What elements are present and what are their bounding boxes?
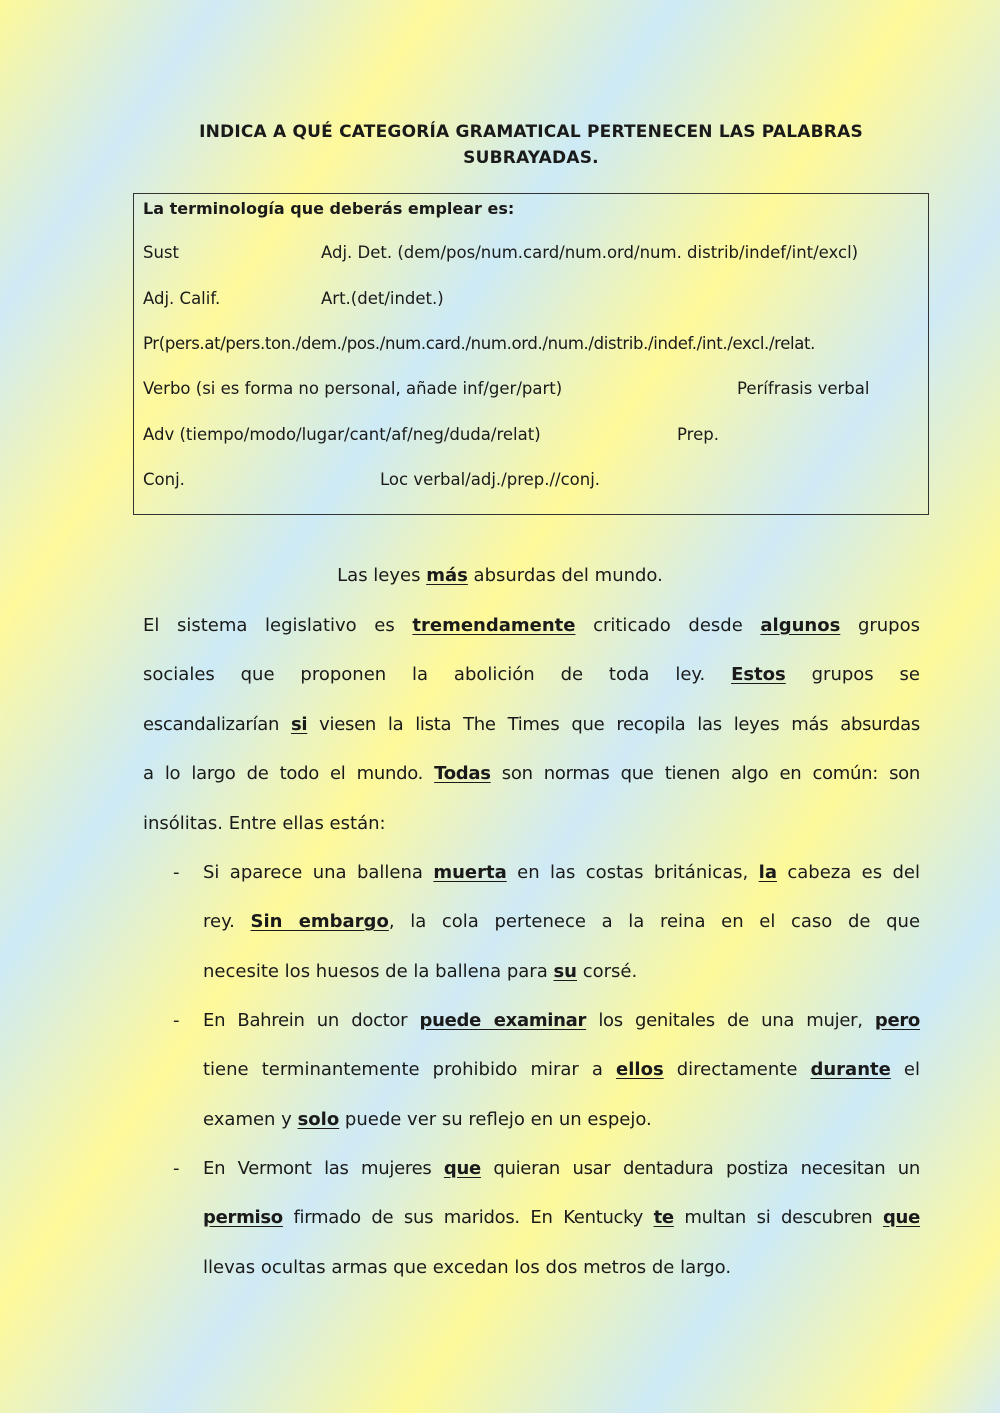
text: necesite los huesos de la ballena para (203, 961, 554, 982)
text: tiene terminantemente prohibido mirar a (203, 1059, 617, 1080)
underlined-word: ellos (616, 1059, 664, 1080)
text: puede ver su reflejo en un espejo. (339, 1109, 652, 1130)
underlined-word: permiso (203, 1207, 283, 1228)
text: el (890, 1059, 921, 1080)
underlined-word: te (653, 1207, 674, 1228)
list-item-line (203, 1010, 920, 1031)
text: grupos se (785, 664, 920, 685)
underlined-word: puede examinar (419, 1010, 587, 1031)
terminology-heading: La terminología que deberás emplear es: (143, 199, 515, 218)
text: Si aparece una ballena (203, 862, 434, 883)
underlined-word: que (882, 1207, 920, 1228)
list-item-line (203, 862, 920, 883)
text: absurdas del mundo. (467, 565, 663, 586)
title-line-2: SUBRAYADAS. (463, 148, 599, 168)
text: grupos (840, 615, 920, 636)
text: son normas que tienen algo en común: son (490, 763, 920, 784)
text: , la cola pertenece a la reina en el caso de que (388, 911, 921, 932)
terminology-box (133, 193, 929, 515)
text: sociales que proponen la abolición de toda ley. (143, 664, 732, 685)
list-item-line (203, 961, 920, 982)
paragraph-line (143, 664, 920, 685)
underlined-word: durante (810, 1059, 891, 1080)
text-subtitle (0, 565, 1000, 586)
text: Las leyes (337, 565, 427, 586)
page-title (150, 119, 912, 171)
title-line-1: INDICA A QUÉ CATEGORÍA GRAMATICAL PERTENECEN LAS PALABRAS (199, 122, 863, 142)
term-art: Art.(det/indet.) (321, 289, 444, 308)
term-prep: Prep. (677, 425, 719, 444)
text: corsé. (577, 961, 638, 982)
underlined-word: Estos (731, 664, 786, 685)
text: directamente (663, 1059, 811, 1080)
text: viesen la lista The Times que recopila las leyes más absurdas (307, 714, 920, 735)
underlined-word: Todas (434, 763, 491, 784)
underlined-word: más (426, 565, 468, 586)
text: rey. (203, 911, 251, 932)
term-conj: Conj. (143, 470, 185, 489)
underlined-word: muerta (433, 862, 507, 883)
text: El sistema legislativo es (143, 615, 413, 636)
paragraph-line: insólitas. Entre ellas están: (143, 813, 386, 834)
text: examen y (203, 1109, 298, 1130)
text: a lo largo de todo el mundo. (143, 763, 435, 784)
underlined-word: tremendamente (412, 615, 576, 636)
list-item-line (203, 1207, 920, 1228)
text: En Bahrein un doctor (203, 1010, 420, 1031)
term-loc: Loc verbal/adj./prep.//conj. (380, 470, 601, 489)
underlined-word: su (553, 961, 577, 982)
paragraph-line (143, 763, 920, 784)
paragraph-line (143, 615, 920, 636)
term-adv: Adv (tiempo/modo/lugar/cant/af/neg/duda/relat) (143, 425, 541, 444)
list-dash: - (173, 1010, 180, 1031)
text: escandalizarían (143, 714, 291, 735)
text: firmado de sus maridos. En Kentucky (282, 1207, 654, 1228)
text: quieran usar dentadura postiza necesitan un (480, 1158, 920, 1179)
list-item-line (203, 911, 920, 932)
list-dash: - (173, 1158, 180, 1179)
underlined-word: la (758, 862, 777, 883)
list-item-line (203, 1109, 920, 1130)
term-sust: Sust (143, 243, 179, 262)
text: En Vermont las mujeres (203, 1158, 444, 1179)
underlined-word: que (443, 1158, 481, 1179)
underlined-word: si (290, 714, 308, 735)
paragraph-line (143, 714, 920, 735)
term-verbo: Verbo (si es forma no personal, añade inf/ger/part) (143, 379, 563, 398)
underlined-word: pero (874, 1010, 920, 1031)
text: en las costas británicas, (506, 862, 759, 883)
term-pron: Pr(pers.at/pers.ton./dem./pos./num.card./num.ord./num./distrib./indef./int./excl./relat. (143, 334, 816, 353)
text: cabeza es del (776, 862, 920, 883)
text: criticado desde (575, 615, 761, 636)
term-adj-calif: Adj. Calif. (143, 289, 221, 308)
text: multan si descubren (673, 1207, 883, 1228)
list-dash: - (173, 862, 180, 883)
list-item-line (203, 1158, 920, 1179)
underlined-word: solo (297, 1109, 340, 1130)
term-perifrasis: Perífrasis verbal (737, 379, 870, 398)
text: los genitales de una mujer, (586, 1010, 875, 1031)
underlined-word: Sin embargo (250, 911, 389, 932)
term-adj-det: Adj. Det. (dem/pos/num.card/num.ord/num. distrib/indef/int/excl) (321, 243, 859, 262)
list-item-line (203, 1059, 920, 1080)
underlined-word: algunos (760, 615, 841, 636)
list-item-line: llevas ocultas armas que excedan los dos metros de largo. (203, 1257, 732, 1278)
